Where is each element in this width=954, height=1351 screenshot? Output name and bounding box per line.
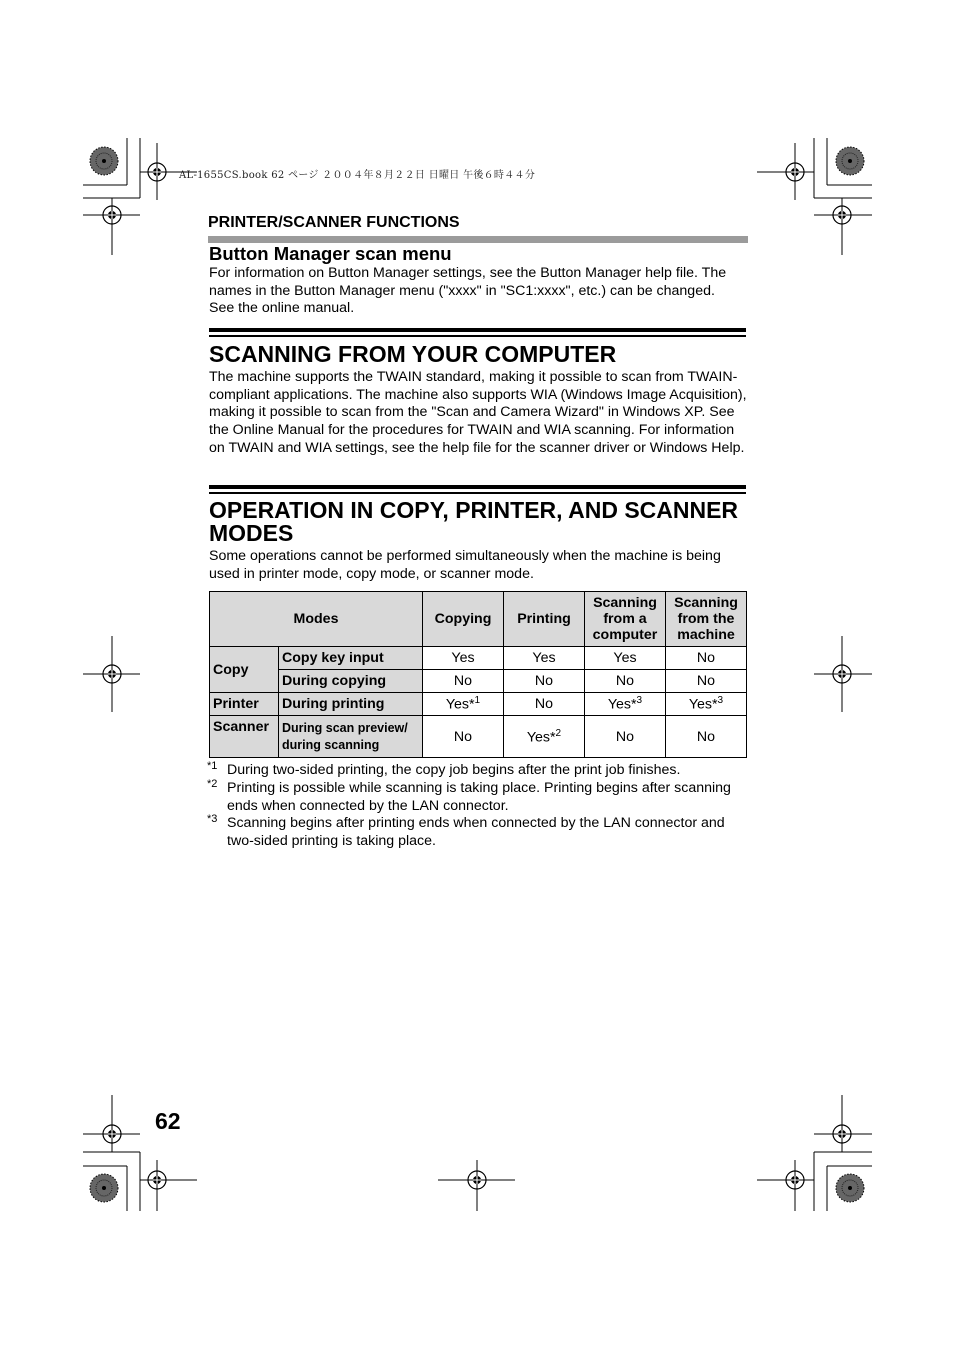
footnote-text: During two-sided printing, the copy job begins after the print job finishes. <box>227 762 681 778</box>
table-cell: Yes*$^1$ <box>423 693 504 716</box>
operation-heading: OPERATION IN COPY, PRINTER, AND SCANNER MODES <box>209 497 739 546</box>
row-label: During scan preview/ during scanning <box>279 716 423 758</box>
table-cell: Yes*$^3$ <box>585 693 666 716</box>
footnote-mark: *3 <box>207 813 218 825</box>
print-header: AL-1655CS.book 62 ページ ２００４年８月２２日 日曜日 午後６時４４分 <box>179 170 536 181</box>
row-label: Copy key input <box>279 647 423 670</box>
heading-rule <box>209 328 746 332</box>
heading-rule-thin <box>209 492 746 494</box>
table-cell: Yes*$^2$ <box>504 716 585 758</box>
operation-text: Some operations cannot be performed simultaneously when the machine is being used in printer mode, copy mode, or scanner mode. <box>209 548 721 582</box>
table-cell: No <box>423 716 504 758</box>
header-printing: Printing <box>504 592 585 647</box>
table-cell: No <box>423 670 504 693</box>
table-cell: No <box>585 716 666 758</box>
heading-rule-thin <box>209 335 746 337</box>
section-label: PRINTER/SCANNER FUNCTIONS <box>208 214 460 231</box>
scanning-heading: SCANNING FROM YOUR COMPUTER <box>209 341 617 367</box>
button-manager-heading: Button Manager scan menu <box>209 243 452 264</box>
table-cell: No <box>504 693 585 716</box>
footnote-mark: *1 <box>207 760 218 772</box>
table-cell: No <box>666 670 747 693</box>
footnote-mark: *2 <box>207 778 218 790</box>
header-modes: Modes <box>210 592 423 647</box>
group-copy: Copy <box>210 647 279 693</box>
header-scan-computer: Scanning from a computer <box>585 592 666 647</box>
table-cell: No <box>666 647 747 670</box>
modes-table <box>209 591 747 758</box>
table-cell: Yes <box>423 647 504 670</box>
header-copying: Copying <box>423 592 504 647</box>
table-cell: No <box>504 670 585 693</box>
heading-rule <box>209 485 746 489</box>
group-printer: Printer <box>210 693 279 716</box>
table-cell: Yes*$^3$ <box>666 693 747 716</box>
section-divider <box>208 236 748 243</box>
button-manager-text: For information on Button Manager settings, see the Button Manager help file. The names in the Button Manager menu ("xxxx" in "SC1:xxxx", etc.) can be changed. See the online manual. <box>209 265 727 317</box>
header-scan-machine: Scanning from the machine <box>666 592 747 647</box>
table-cell: Yes <box>504 647 585 670</box>
row-label: During copying <box>279 670 423 693</box>
footnote-text: Printing is possible while scanning is taking place. Printing begins after scanning ends when connected by the LAN connector. <box>227 780 731 814</box>
table-cell: Yes <box>585 647 666 670</box>
table-cell: No <box>585 670 666 693</box>
page-number: 62 <box>155 1108 181 1134</box>
scanning-text: The machine supports the TWAIN standard, making it possible to scan from TWAIN-compliant applications. The machine also supports WIA (Windows Image Acquisition), making it possible to scan from the "Scan and Camera Wizard" in Windows XP. See the Online Manual for the procedures for TWAIN and WIA scanning. For information on TWAIN and WIA settings, see the help file for the scanner driver or Windows Help. <box>209 369 747 456</box>
row-label: During printing <box>279 693 423 716</box>
table-cell: No <box>666 716 747 758</box>
footnote-text: Scanning begins after printing ends when connected by the LAN connector and two-sided printing is taking place. <box>227 815 725 849</box>
group-scanner: Scanner <box>210 716 279 758</box>
